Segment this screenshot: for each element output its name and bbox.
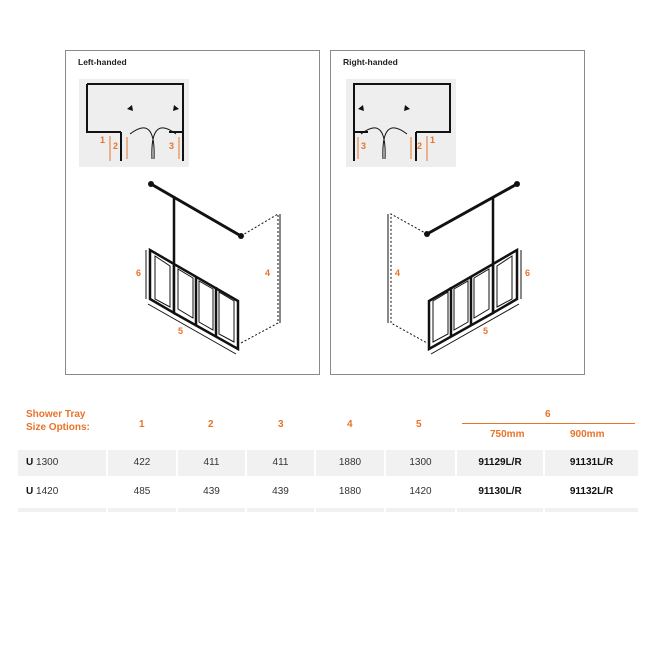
cell-dim-4: 1880 — [316, 450, 384, 476]
cell-dim-3: 411 — [247, 450, 314, 476]
dim-label-5: 5 — [178, 326, 184, 336]
dim-label-6: 6 — [136, 268, 142, 278]
cell-dim-2: 439 — [203, 486, 220, 497]
dotted-wall — [241, 214, 278, 343]
right-handed-diagram — [331, 51, 586, 376]
dim-label-4: 4 — [265, 268, 271, 278]
dim-label-5: 5 — [483, 326, 489, 336]
left-handed-diagram — [66, 51, 321, 376]
cell-dim-5: 1300 — [386, 450, 455, 476]
cell-dim-2: 411 — [178, 450, 245, 476]
table-row — [18, 479, 638, 505]
plan-label-3: 3 — [169, 141, 175, 151]
bar-end-cap — [514, 181, 520, 187]
cell-code-750: 91129L/R — [457, 450, 543, 476]
support-bar — [151, 184, 241, 236]
left-handed-panel — [65, 50, 320, 375]
cell-code-900: 91132L/R — [569, 486, 614, 497]
sub-header-900: 900mm — [570, 429, 605, 440]
cell-dim-3: 439 — [272, 486, 289, 497]
plan-label-3: 3 — [361, 141, 367, 151]
bar-end-cap — [148, 181, 154, 187]
col-header-5: 5 — [416, 419, 422, 430]
table-header — [18, 405, 638, 445]
cell-dim-1: 485 — [133, 486, 151, 497]
panel-title: Right-handed — [343, 57, 398, 67]
plan-label-2: 2 — [113, 141, 119, 151]
plan-background — [79, 79, 189, 167]
dotted-wall — [391, 214, 427, 343]
plan-label-2: 2 — [417, 141, 423, 151]
table-row — [18, 450, 638, 476]
plan-background — [346, 79, 456, 167]
table-bottom-strip — [18, 508, 638, 512]
col-header-2: 2 — [208, 419, 214, 430]
cell-dim-4: 1880 — [338, 486, 362, 497]
cell-dim-1: 422 — [108, 450, 176, 476]
cell-dim-5: 1420 — [409, 486, 432, 497]
col-header-4: 4 — [347, 419, 353, 430]
panel-title: Left-handed — [78, 57, 127, 67]
dim-label-4: 4 — [395, 268, 401, 278]
front-panels — [174, 264, 238, 349]
right-handed-panel — [330, 50, 585, 375]
col-6-underline — [462, 423, 635, 424]
sub-header-750: 750mm — [490, 429, 525, 440]
cell-code-750: 91130L/R — [478, 486, 522, 497]
row-size-label: U 1420 — [26, 486, 59, 497]
col-header-1: 1 — [139, 419, 145, 430]
plan-label-1: 1 — [430, 135, 436, 145]
size-options-heading: Shower Tray Size Options: — [26, 409, 90, 433]
cell-code-900: 91131L/R — [545, 450, 638, 476]
col-header-3: 3 — [278, 419, 284, 430]
plan-label-1: 1 — [100, 135, 106, 145]
row-size-label: U 1300 — [18, 450, 106, 476]
col-header-6: 6 — [545, 409, 551, 420]
support-bar — [427, 184, 517, 234]
front-panels — [429, 264, 493, 349]
dim-label-6: 6 — [525, 268, 531, 278]
